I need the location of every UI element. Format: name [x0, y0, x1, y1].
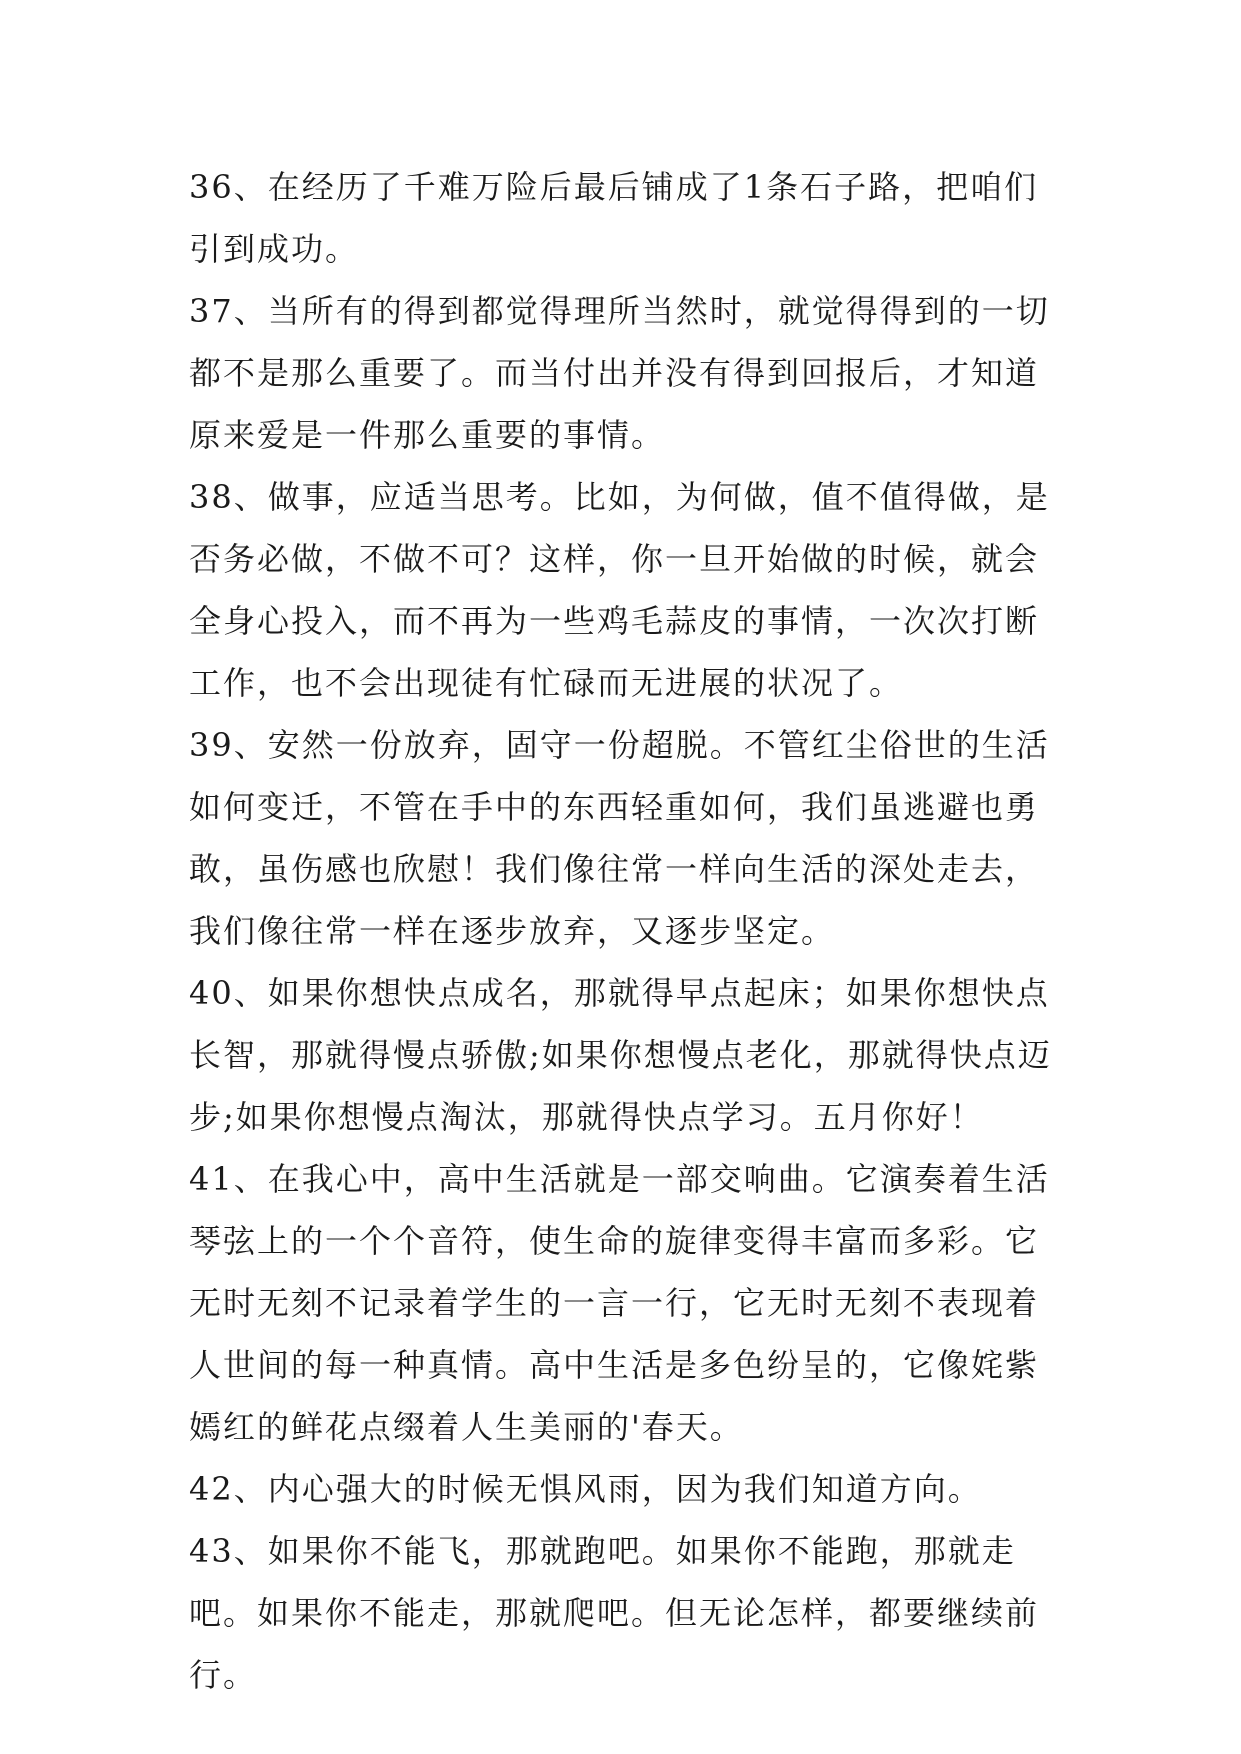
list-item-39: 39、安然一份放弃，固守一份超脱。不管红尘俗世的生活如何变迁，不管在手中的东西轻重如何，我们虽逃避也勇敢，虽伤感也欣慰！我们像往常一样向生活的深处走去，我们像往常一样在逐步放弃，又逐步坚定。	[189, 726, 1050, 950]
list-item-40: 40、如果你想快点成名，那就得早点起床；如果你想快点长智，那就得慢点骄傲;如果你想慢点老化，那就得快点迈步;如果你想慢点淘汰，那就得快点学习。五月你好！	[189, 974, 1052, 1136]
list-item-42: 42、内心强大的时候无惧风雨，因为我们知道方向。	[189, 1470, 982, 1508]
list-item-37: 37、当所有的得到都觉得理所当然时，就觉得得到的一切都不是那么重要了。而当付出并没有得到回报后，才知道原来爱是一件那么重要的事情。	[189, 292, 1050, 454]
list-item-38: 38、做事，应适当思考。比如，为何做，值不值得做，是否务必做，不做不可？这样，你一旦开始做的时候，就会全身心投入，而不再为一些鸡毛蒜皮的事情，一次次打断工作，也不会出现徒有忙碌而无进展的状况了。	[189, 478, 1050, 702]
document-body	[189, 156, 1069, 1706]
list-item-36: 36、在经历了千难万险后最后铺成了1条石子路，把咱们引到成功。	[189, 168, 1039, 268]
list-item-41: 41、在我心中，高中生活就是一部交响曲。它演奏着生活琴弦上的一个个音符，使生命的旋律变得丰富而多彩。它无时无刻不记录着学生的一言一行，它无时无刻不表现着人世间的每一种真情。高中生活是多色纷呈的，它像姹紫嫣红的鲜花点缀着人生美丽的'春天。	[189, 1160, 1050, 1446]
list-item-43: 43、如果你不能飞，那就跑吧。如果你不能跑，那就走吧。如果你不能走，那就爬吧。但无论怎样，都要继续前行。	[189, 1532, 1040, 1694]
